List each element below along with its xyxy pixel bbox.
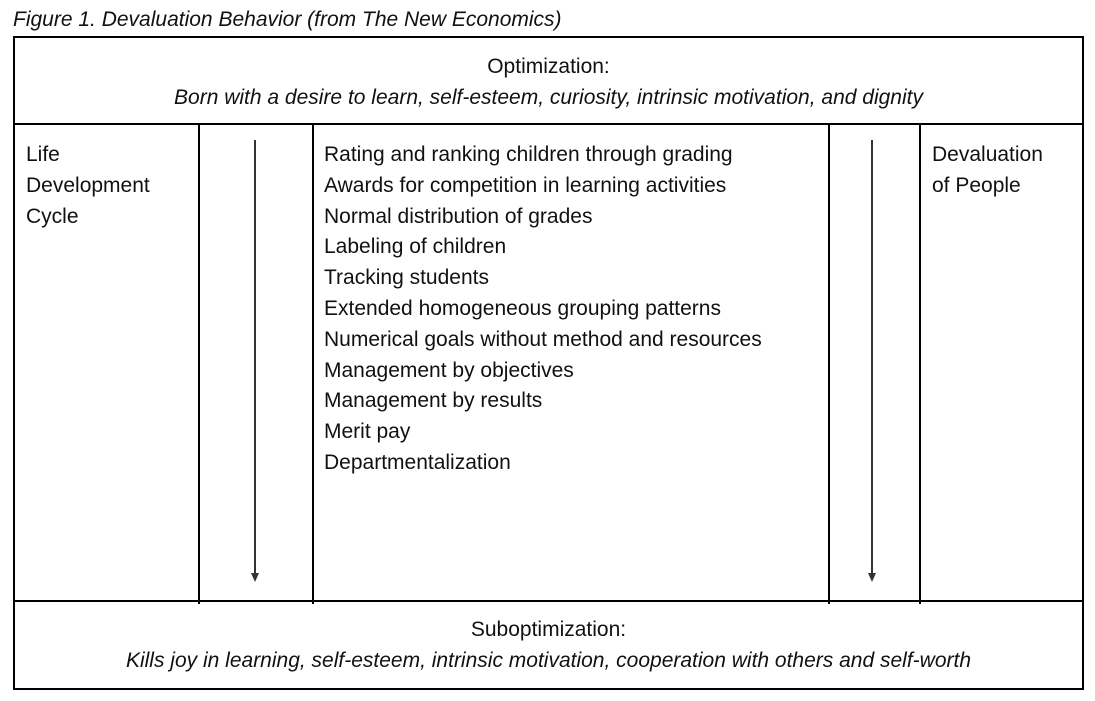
optimization-description: Born with a desire to learn, self-esteem, curiosity, intrinsic motivation, and dignity xyxy=(174,86,923,109)
optimization-title: Optimization: xyxy=(487,55,610,78)
devaluation-label-line: Devaluation xyxy=(932,143,1043,166)
devaluation-column xyxy=(921,125,1084,604)
list-item: Labeling of children xyxy=(324,235,507,259)
devaluation-behaviors-column xyxy=(314,125,830,604)
life-cycle-column xyxy=(15,125,200,604)
life-cycle-label-line: Cycle xyxy=(26,204,79,228)
life-cycle-label-line: Development xyxy=(26,173,150,197)
down-arrow-icon xyxy=(200,125,312,604)
list-item: Departmentalization xyxy=(324,450,511,474)
list-item: Merit pay xyxy=(324,420,411,444)
right-arrow-column xyxy=(830,125,921,604)
middle-section xyxy=(15,125,1082,604)
list-item: Extended homogeneous grouping patterns xyxy=(324,296,721,320)
devaluation-label xyxy=(932,140,1043,202)
figure-caption: Figure 1. Devaluation Behavior (from The New Economics) xyxy=(13,8,562,31)
devaluation-figure xyxy=(13,36,1084,690)
list-item: Rating and ranking children through grading xyxy=(324,143,733,166)
suboptimization-band xyxy=(15,600,1082,688)
life-cycle-label-line: Life xyxy=(26,143,60,166)
list-item: Awards for competition in learning activities xyxy=(324,173,727,197)
list-item: Numerical goals without method and resources xyxy=(324,327,762,351)
list-item: Management by results xyxy=(324,389,543,413)
suboptimization-description: Kills joy in learning, self-esteem, intrinsic motivation, cooperation with others and self-worth xyxy=(125,649,972,672)
down-arrow-icon xyxy=(830,125,919,604)
suboptimization-title: Suboptimization: xyxy=(470,618,627,641)
list-item: Normal distribution of grades xyxy=(324,204,593,228)
optimization-band xyxy=(15,38,1082,125)
devaluation-label-line: of People xyxy=(932,173,1021,197)
behavior-list xyxy=(324,140,762,479)
list-item: Management by objectives xyxy=(324,358,574,382)
life-cycle-label xyxy=(26,140,150,232)
left-arrow-column xyxy=(200,125,314,604)
list-item: Tracking students xyxy=(324,266,489,290)
